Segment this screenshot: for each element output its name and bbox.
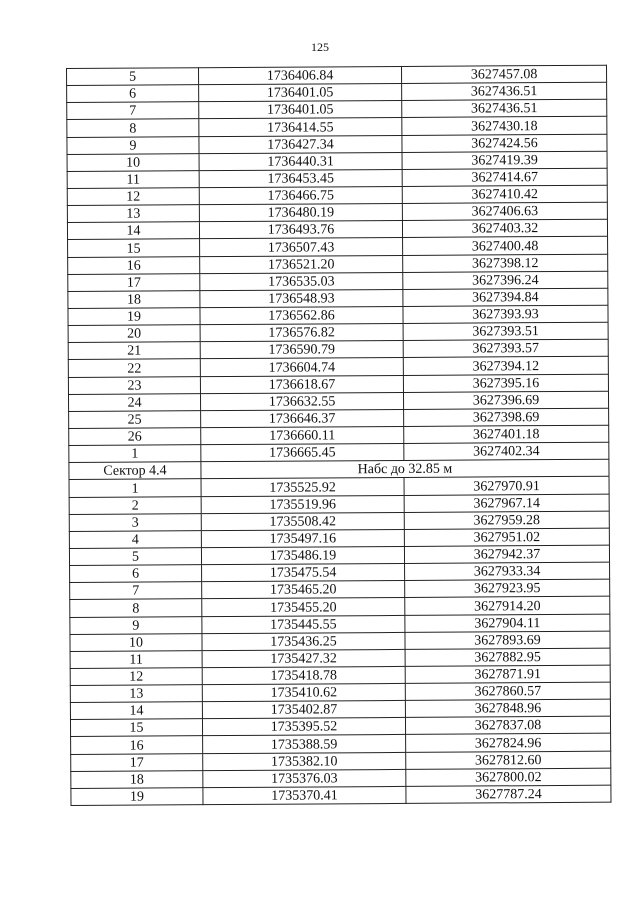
point-number-cell: 17 <box>71 753 203 771</box>
x-coordinate-cell: 1736660.11 <box>201 426 404 444</box>
point-number-cell: 8 <box>70 599 202 617</box>
point-number-cell: 11 <box>70 650 202 668</box>
y-coordinate-cell: 3627396.24 <box>403 271 608 289</box>
point-number-cell: 22 <box>68 359 200 377</box>
y-coordinate-cell: 3627904.11 <box>405 614 610 632</box>
x-coordinate-cell: 1735382.10 <box>203 752 406 770</box>
point-number-cell: 1 <box>69 445 201 463</box>
y-coordinate-cell: 3627395.16 <box>403 374 608 392</box>
y-coordinate-cell: 3627406.63 <box>402 202 607 220</box>
y-coordinate-cell: 3627436.51 <box>402 82 607 100</box>
point-number-cell: 9 <box>67 136 199 154</box>
x-coordinate-cell: 1736521.20 <box>200 255 403 273</box>
y-coordinate-cell: 3627414.67 <box>402 168 607 186</box>
y-coordinate-cell: 3627394.84 <box>403 288 608 306</box>
x-coordinate-cell: 1735519.96 <box>201 495 404 513</box>
y-coordinate-cell: 3627860.57 <box>405 682 610 700</box>
table-row <box>71 785 611 805</box>
point-number-cell: 5 <box>67 68 199 86</box>
x-coordinate-cell: 1735455.20 <box>202 598 405 616</box>
point-number-cell: 10 <box>67 153 199 171</box>
x-coordinate-cell: 1735436.25 <box>202 632 405 650</box>
point-number-cell: 18 <box>71 770 203 788</box>
point-number-cell: 26 <box>69 428 201 446</box>
x-coordinate-cell: 1736646.37 <box>201 409 404 427</box>
point-number-cell: 16 <box>68 256 200 274</box>
y-coordinate-cell: 3627393.51 <box>403 322 608 340</box>
x-coordinate-cell: 1736665.45 <box>201 444 404 462</box>
point-number-cell: 8 <box>67 119 199 137</box>
y-coordinate-cell: 3627800.02 <box>406 768 611 786</box>
point-number-cell: 7 <box>67 102 199 120</box>
point-number-cell: 12 <box>70 668 202 686</box>
page-number: 125 <box>311 40 329 54</box>
y-coordinate-cell: 3627848.96 <box>405 699 610 717</box>
point-number-cell: 11 <box>67 171 199 189</box>
x-coordinate-cell: 1735370.41 <box>203 786 406 804</box>
y-coordinate-cell: 3627893.69 <box>405 631 610 649</box>
y-coordinate-cell: 3627436.51 <box>402 99 607 117</box>
point-number-cell: 20 <box>68 325 200 343</box>
y-coordinate-cell: 3627882.95 <box>405 648 610 666</box>
y-coordinate-cell: 3627398.69 <box>404 408 609 426</box>
sector-name-cell: Сектор 4.4 <box>69 462 201 480</box>
x-coordinate-cell: 1736466.75 <box>199 186 402 204</box>
x-coordinate-cell: 1736507.43 <box>200 238 403 256</box>
point-number-cell: 7 <box>70 582 202 600</box>
y-coordinate-cell: 3627401.18 <box>404 425 609 443</box>
x-coordinate-cell: 1736401.05 <box>199 84 402 102</box>
x-coordinate-cell: 1735475.54 <box>202 564 405 582</box>
point-number-cell: 25 <box>69 410 201 428</box>
height-note-cell: Набс до 32.85 м <box>201 459 609 479</box>
x-coordinate-cell: 1736562.86 <box>200 306 403 324</box>
point-number-cell: 14 <box>67 222 199 240</box>
y-coordinate-cell: 3627942.37 <box>404 545 609 563</box>
point-number-cell: 15 <box>70 719 202 737</box>
point-number-cell: 2 <box>69 496 201 514</box>
point-number-cell: 12 <box>67 188 199 206</box>
point-number-cell: 1 <box>69 479 201 497</box>
x-coordinate-cell: 1735445.55 <box>202 615 405 633</box>
y-coordinate-cell: 3627393.57 <box>403 339 608 357</box>
x-coordinate-cell: 1735402.87 <box>202 701 405 719</box>
y-coordinate-cell: 3627967.14 <box>404 494 609 512</box>
y-coordinate-cell: 3627812.60 <box>406 751 611 769</box>
y-coordinate-cell: 3627914.20 <box>405 597 610 615</box>
point-number-cell: 18 <box>68 291 200 309</box>
coordinates-table-body <box>67 65 611 805</box>
point-number-cell: 19 <box>68 308 200 326</box>
x-coordinate-cell: 1735388.59 <box>203 735 406 753</box>
point-number-cell: 14 <box>70 702 202 720</box>
y-coordinate-cell: 3627398.12 <box>403 254 608 272</box>
x-coordinate-cell: 1735395.52 <box>202 718 405 736</box>
x-coordinate-cell: 1736414.55 <box>199 118 402 136</box>
x-coordinate-cell: 1735418.78 <box>202 666 405 684</box>
y-coordinate-cell: 3627394.12 <box>403 357 608 375</box>
y-coordinate-cell: 3627402.34 <box>404 442 609 460</box>
x-coordinate-cell: 1735376.03 <box>203 769 406 787</box>
x-coordinate-cell: 1736535.03 <box>200 272 403 290</box>
x-coordinate-cell: 1736632.55 <box>200 392 403 410</box>
x-coordinate-cell: 1735410.62 <box>202 684 405 702</box>
point-number-cell: 9 <box>70 616 202 634</box>
y-coordinate-cell: 3627923.95 <box>405 579 610 597</box>
y-coordinate-cell: 3627393.93 <box>403 305 608 323</box>
x-coordinate-cell: 1736401.05 <box>199 101 402 119</box>
y-coordinate-cell: 3627970.91 <box>404 477 609 495</box>
x-coordinate-cell: 1735486.19 <box>201 546 404 564</box>
point-number-cell: 5 <box>69 548 201 566</box>
x-coordinate-cell: 1735465.20 <box>202 581 405 599</box>
point-number-cell: 23 <box>68 376 200 394</box>
x-coordinate-cell: 1736453.45 <box>199 169 402 187</box>
y-coordinate-cell: 3627837.08 <box>405 717 610 735</box>
x-coordinate-cell: 1735497.16 <box>201 529 404 547</box>
x-coordinate-cell: 1736604.74 <box>200 358 403 376</box>
y-coordinate-cell: 3627419.39 <box>402 151 607 169</box>
x-coordinate-cell: 1735525.92 <box>201 478 404 496</box>
point-number-cell: 21 <box>68 342 200 360</box>
point-number-cell: 15 <box>68 239 200 257</box>
y-coordinate-cell: 3627396.69 <box>403 391 608 409</box>
y-coordinate-cell: 3627951.02 <box>404 528 609 546</box>
point-number-cell: 17 <box>68 273 200 291</box>
x-coordinate-cell: 1736480.19 <box>199 204 402 222</box>
x-coordinate-cell: 1736548.93 <box>200 289 403 307</box>
x-coordinate-cell: 1736406.84 <box>199 66 402 84</box>
y-coordinate-cell: 3627410.42 <box>402 185 607 203</box>
x-coordinate-cell: 1735427.32 <box>202 649 405 667</box>
x-coordinate-cell: 1736493.76 <box>199 221 402 239</box>
point-number-cell: 24 <box>68 393 200 411</box>
x-coordinate-cell: 1736618.67 <box>200 375 403 393</box>
point-number-cell: 6 <box>67 85 199 103</box>
y-coordinate-cell: 3627403.32 <box>402 219 607 237</box>
y-coordinate-cell: 3627959.28 <box>404 511 609 529</box>
y-coordinate-cell: 3627400.48 <box>403 237 608 255</box>
point-number-cell: 6 <box>70 565 202 583</box>
point-number-cell: 19 <box>71 788 203 806</box>
point-number-cell: 13 <box>67 205 199 223</box>
x-coordinate-cell: 1735508.42 <box>201 512 404 530</box>
y-coordinate-cell: 3627430.18 <box>402 117 607 135</box>
point-number-cell: 13 <box>70 685 202 703</box>
point-number-cell: 10 <box>70 633 202 651</box>
y-coordinate-cell: 3627457.08 <box>401 65 606 83</box>
y-coordinate-cell: 3627424.56 <box>402 134 607 152</box>
coordinates-table <box>66 65 611 806</box>
point-number-cell: 3 <box>69 513 201 531</box>
y-coordinate-cell: 3627871.91 <box>405 665 610 683</box>
y-coordinate-cell: 3627824.96 <box>406 734 611 752</box>
y-coordinate-cell: 3627933.34 <box>405 562 610 580</box>
x-coordinate-cell: 1736590.79 <box>200 341 403 359</box>
y-coordinate-cell: 3627787.24 <box>406 785 611 803</box>
point-number-cell: 4 <box>69 530 201 548</box>
point-number-cell: 16 <box>71 736 203 754</box>
x-coordinate-cell: 1736576.82 <box>200 324 403 342</box>
x-coordinate-cell: 1736440.31 <box>199 152 402 170</box>
x-coordinate-cell: 1736427.34 <box>199 135 402 153</box>
